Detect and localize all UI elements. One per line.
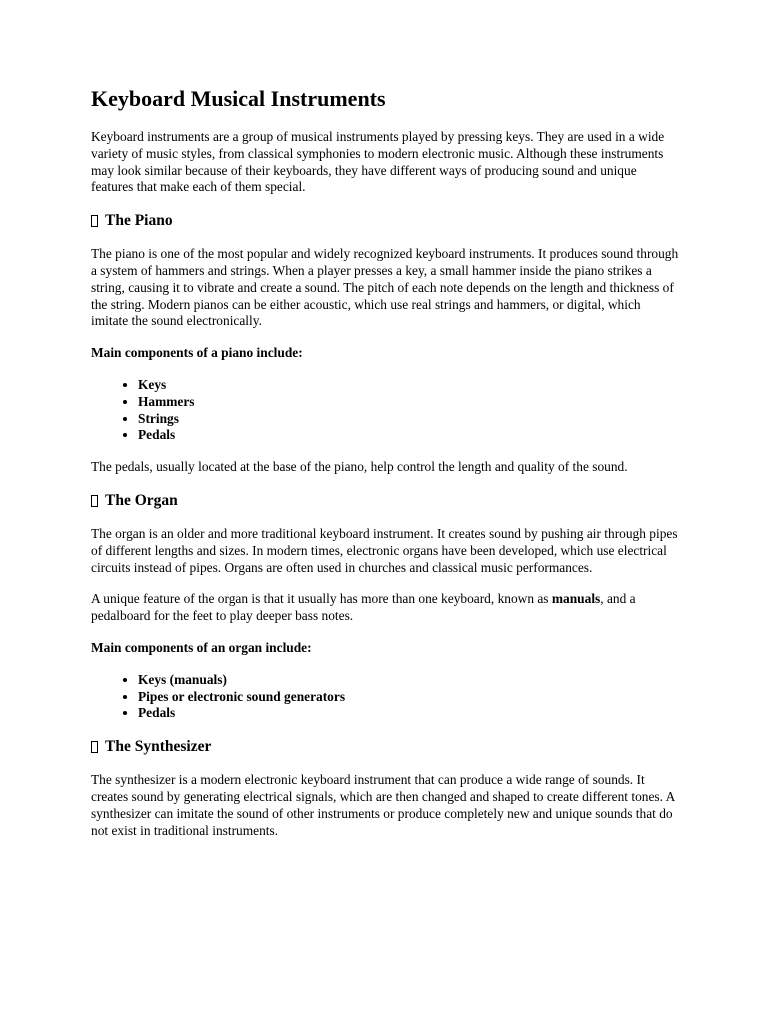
organ-components-label: Main components of an organ include:: [91, 639, 312, 655]
section-heading-synthesizer: [91, 737, 681, 757]
organ-components-list: [91, 672, 681, 722]
section-heading-piano-label: The Piano: [105, 212, 173, 230]
piano-components-label: Main components of a piano include:: [91, 345, 303, 361]
organ-feature-text-start: A unique feature of the organ is that it usually has more than one keyboard, known as: [91, 591, 552, 607]
document-title: Keyboard Musical Instruments: [91, 86, 386, 111]
organ-feature-paragraph: [91, 591, 681, 625]
section-heading-synthesizer-label: The Synthesizer: [105, 738, 212, 756]
missing-glyph-icon: [91, 495, 98, 507]
missing-glyph-icon: [91, 741, 98, 753]
organ-feature-bold-term: manuals: [551, 591, 601, 607]
list-item: • Pedals: [138, 705, 681, 722]
document-page: [91, 84, 681, 854]
list-item: • Strings: [138, 411, 681, 428]
synthesizer-description: The synthesizer is a modern electronic keyboard instrument that can produce a wide range of sounds. It creates sound by generating electrical signals, which are then changed and shaped to create different tones. A synthesizer can imitate the sound of other instruments or produce completely new and unique sounds that do not exist in traditional instruments.: [91, 772, 675, 838]
list-item: • Pedals: [138, 427, 681, 444]
list-item: • Hammers: [138, 394, 681, 411]
list-item: • Keys (manuals): [138, 672, 681, 689]
piano-components-list: [91, 377, 681, 444]
organ-description: The organ is an older and more traditional keyboard instrument. It creates sound by pushing air through pipes of different lengths and sizes. In modern times, electronic organs have been developed, which use electrical circuits instead of pipes. Organs are often used in churches and classical music performances.: [91, 525, 678, 575]
section-heading-piano: [91, 211, 681, 231]
missing-glyph-icon: [91, 215, 98, 227]
section-heading-organ-label: The Organ: [105, 491, 178, 509]
list-item: • Keys: [138, 377, 681, 394]
intro-paragraph: Keyboard instruments are a group of musical instruments played by pressing keys. They are used in a wide variety of music styles, from classical symphonies to modern electronic music. Although these instruments may look similar because of their keyboards, they have different ways of producing sound and unique features that make each of them special.: [91, 129, 665, 195]
list-item: • Pipes or electronic sound generators: [138, 689, 681, 706]
section-heading-organ: [91, 491, 681, 511]
piano-pedals-note: The pedals, usually located at the base of the piano, help control the length and quality of the sound.: [91, 459, 628, 475]
piano-description: The piano is one of the most popular and widely recognized keyboard instruments. It produces sound through a system of hammers and strings. When a player presses a key, a small hammer inside the piano strikes a string, causing it to vibrate and create a sound. The pitch of each note depends on the length and thickness of the string. Modern pianos can be either acoustic, which use real strings and hammers, or digital, which imitate the sound electronically.: [91, 246, 679, 329]
organ-feature-text-end: , and a pedalboard for the feet to play deeper bass notes.: [91, 591, 636, 624]
